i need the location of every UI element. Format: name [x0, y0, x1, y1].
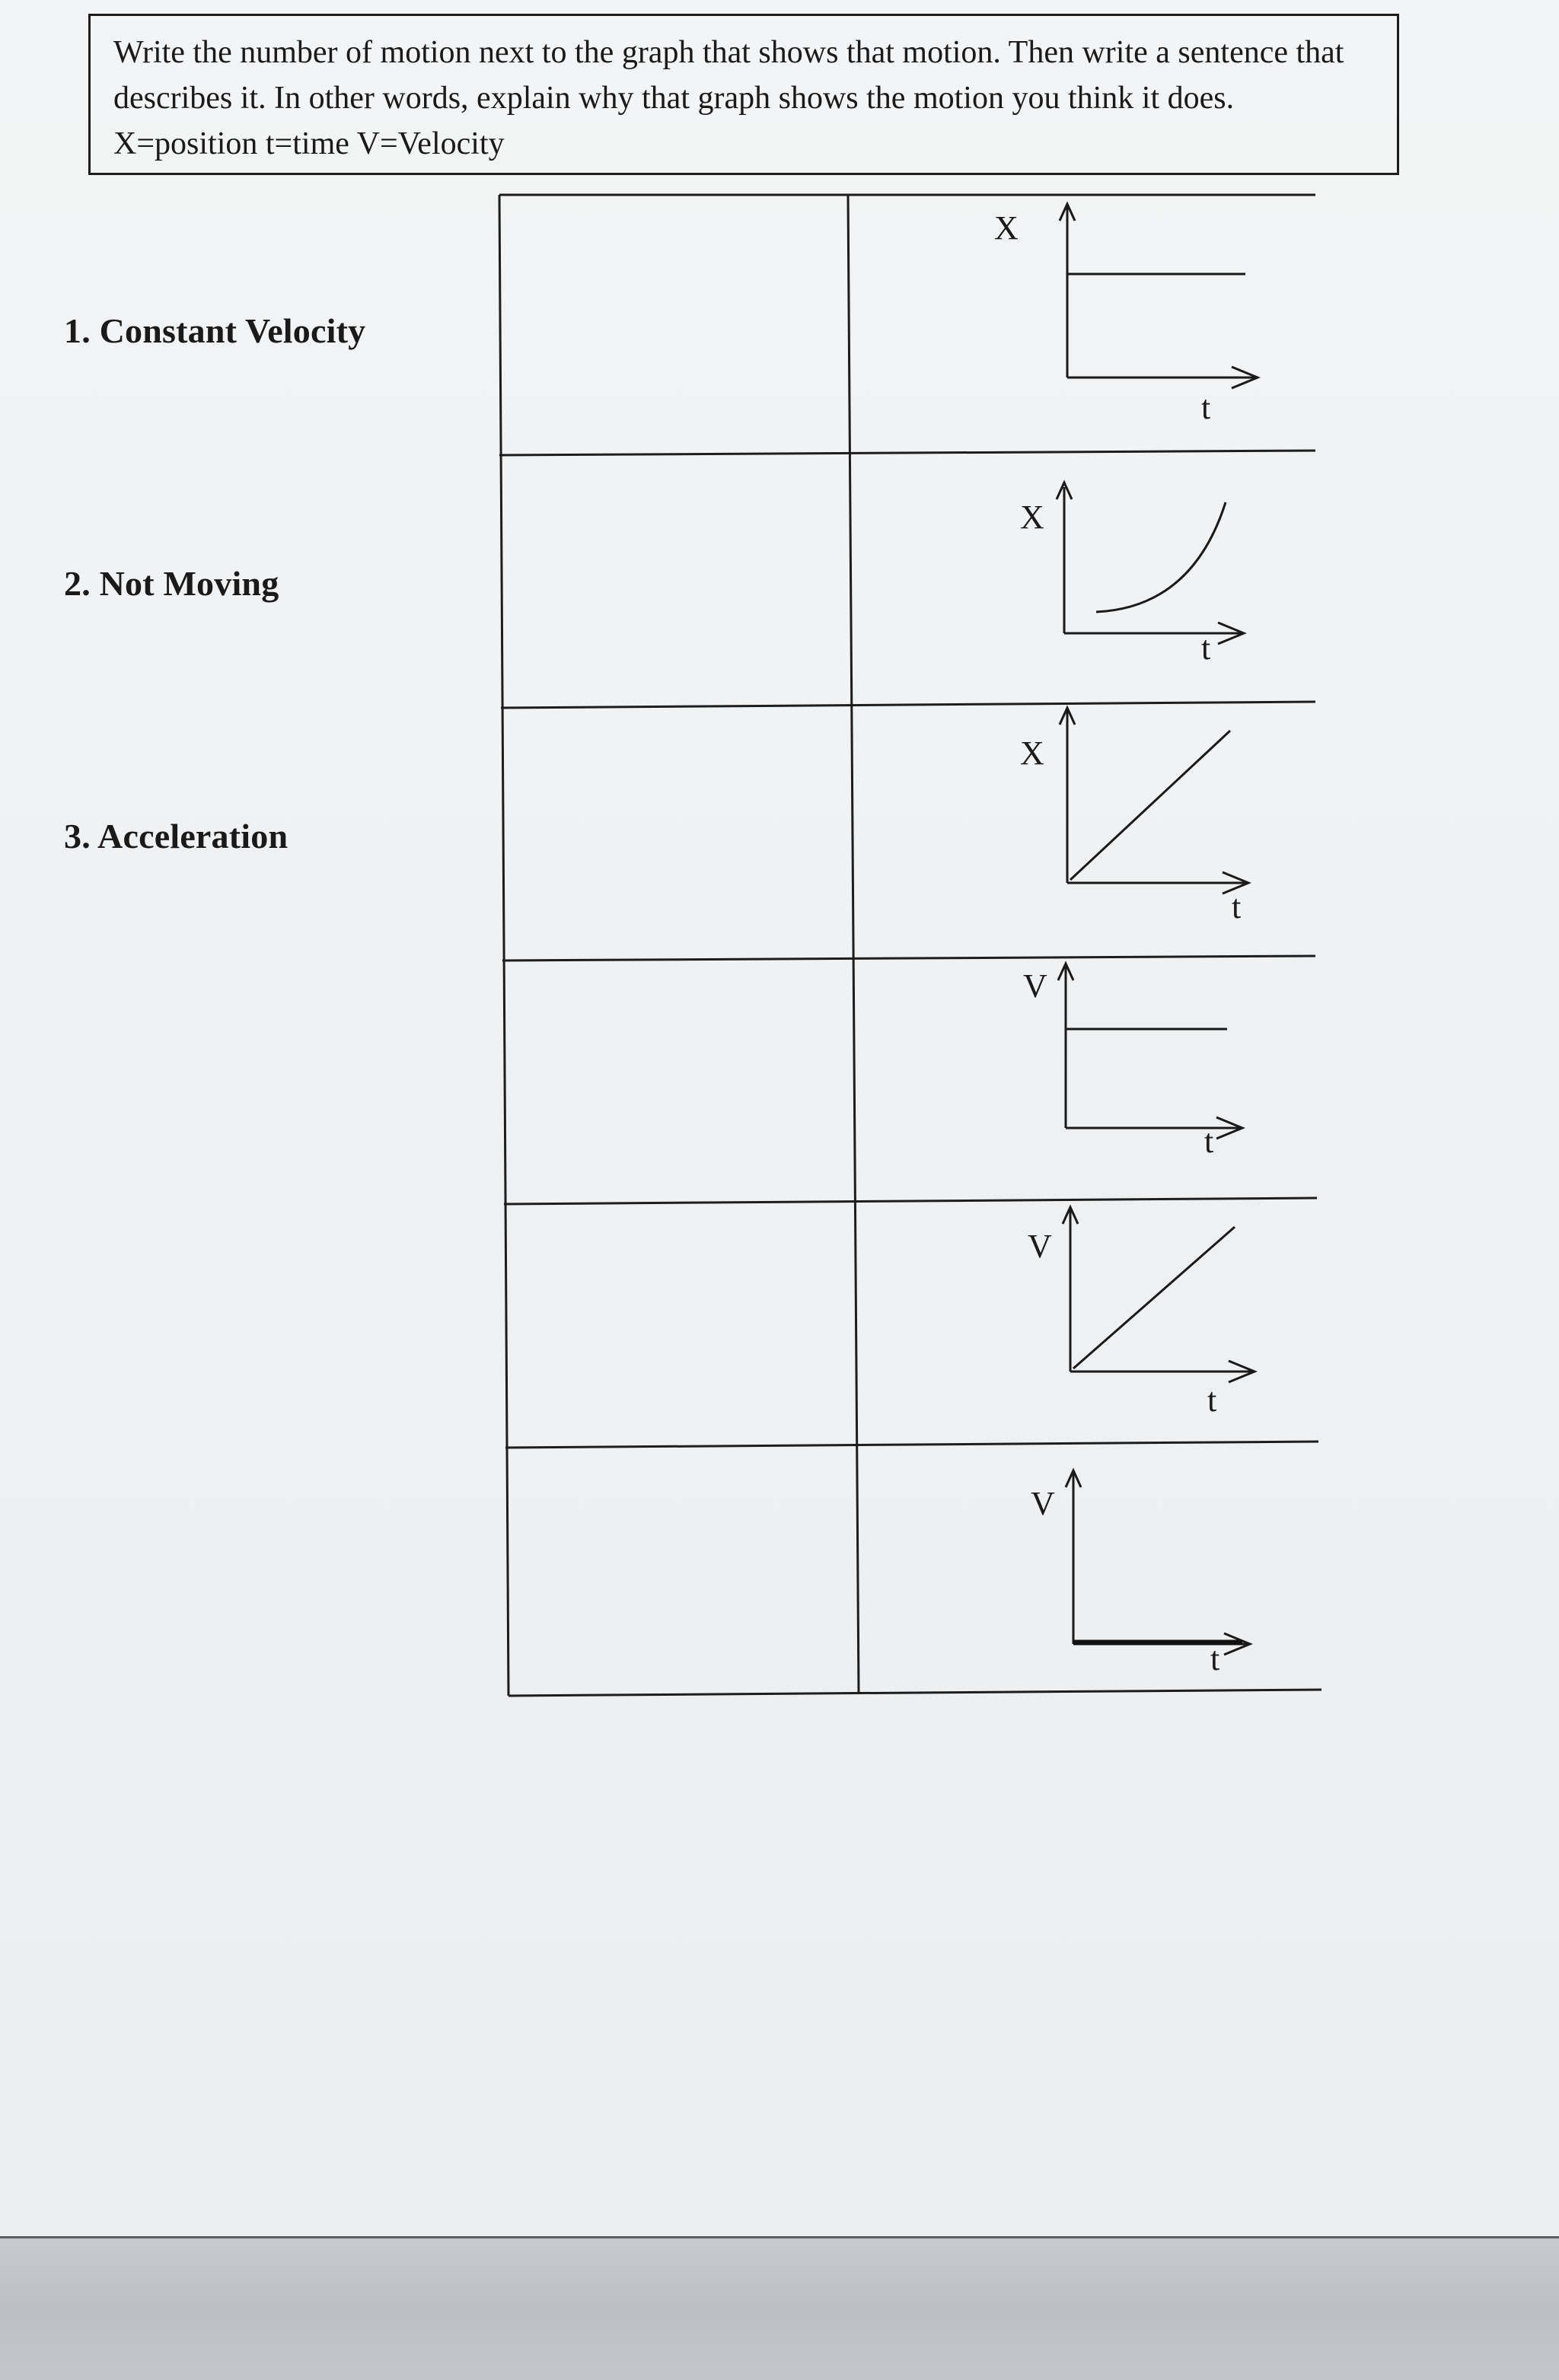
y-axis-label: X: [1020, 734, 1044, 772]
graph-row-6: [1031, 1470, 1250, 1677]
graph-row-2: [1020, 483, 1244, 667]
graph-curve: [1096, 502, 1226, 612]
x-axis-label: t: [1204, 1123, 1214, 1160]
instructions-box: Write the number of motion next to the graph that shows that motion. Then write a sentence that describes it. In other words, explain why that graph shows the motion you think it does. X=position t=time V=Velocity: [88, 14, 1399, 175]
motion-label-not-moving: 2. Not Moving: [64, 564, 279, 603]
x-axis-label: t: [1232, 888, 1242, 926]
motion-label-constant-velocity: 1. Constant Velocity: [64, 311, 366, 350]
motion-label-acceleration: 3. Acceleration: [64, 817, 289, 855]
y-axis-label: V: [1031, 1485, 1055, 1522]
graph-row-3: [1020, 708, 1248, 926]
graph-curve: [1073, 1227, 1235, 1368]
x-axis-label: t: [1207, 1381, 1217, 1419]
x-axis-label: t: [1201, 629, 1211, 667]
graph-row-5: [1028, 1207, 1255, 1419]
y-axis-label: V: [1028, 1228, 1052, 1265]
graph-row-1: [994, 204, 1258, 426]
x-axis-label: t: [1201, 389, 1211, 426]
x-axis-label: t: [1210, 1640, 1220, 1677]
graph-curve: [1070, 731, 1230, 880]
y-axis-label: X: [994, 209, 1019, 247]
y-axis-label: V: [1023, 967, 1047, 1005]
y-axis-label: X: [1020, 499, 1044, 536]
scanner-background: [0, 2236, 1559, 2380]
graph-row-4: [1023, 964, 1242, 1160]
table-grid: [499, 195, 1321, 1696]
